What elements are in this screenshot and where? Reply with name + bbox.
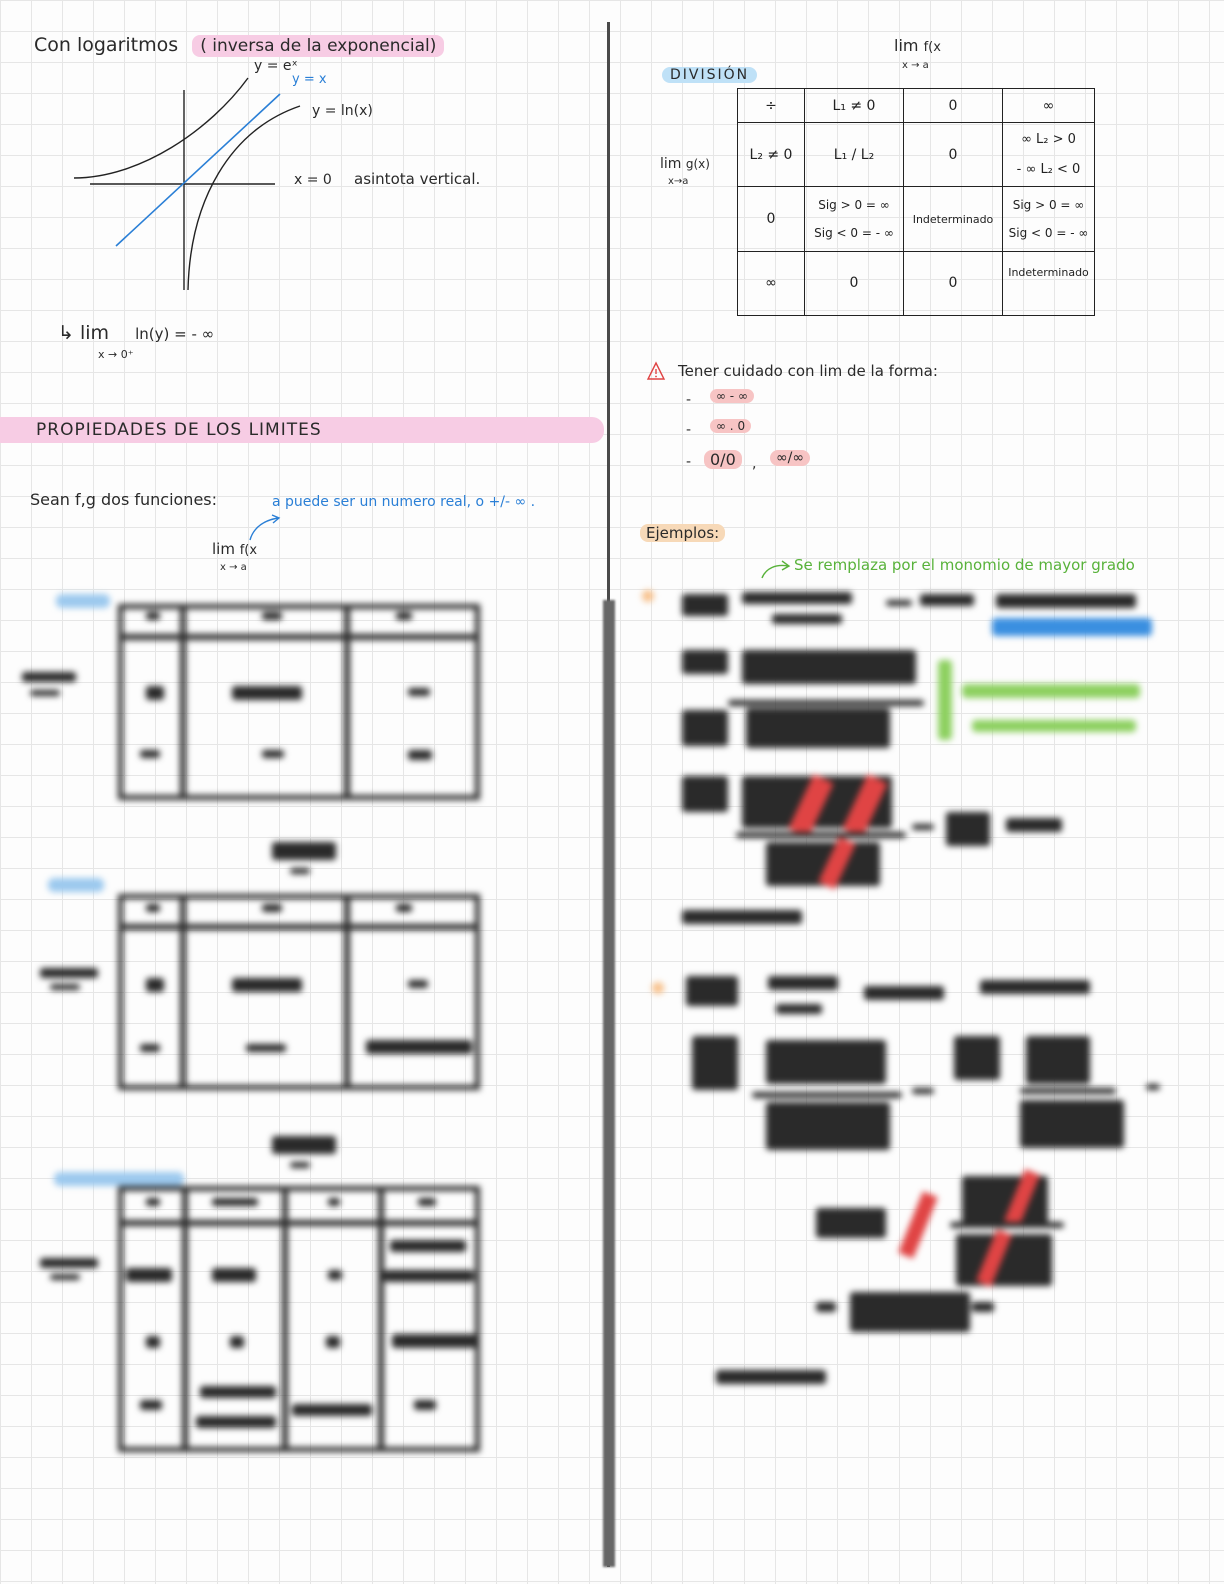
table-cell	[805, 187, 904, 251]
table-row	[738, 251, 1095, 315]
form-comma: ,	[752, 456, 757, 472]
label-asym: x = 0	[294, 172, 332, 188]
limit-arrow: ↳	[58, 322, 74, 344]
blurred-divider	[603, 600, 615, 1567]
graph-exp-curve	[74, 78, 248, 178]
table-cell: Indeterminado	[904, 187, 1003, 251]
lim-gx-g: g(x)	[685, 157, 710, 171]
cell-line: Sig > 0 = ∞	[1012, 198, 1085, 213]
table-cell	[1003, 187, 1095, 251]
label-exp: y = eˣ	[254, 58, 298, 74]
sean-text: Sean f,g dos funciones:	[30, 490, 218, 509]
form-zero-over-zero: 0/0	[704, 450, 742, 469]
label-asym-text: asintota vertical.	[354, 170, 481, 188]
blurred-tables	[0, 590, 604, 1584]
section-title: PROPIEDADES DE LOS LIMITES	[36, 420, 322, 440]
limit-lim: lim	[79, 322, 110, 344]
log-title: Con logaritmos	[34, 34, 179, 56]
lim-fx-top-sub: x → a	[902, 60, 929, 71]
division-table	[737, 88, 1095, 316]
lim-gx	[660, 156, 710, 172]
lim-gx-lim: lim	[660, 156, 682, 172]
note-a: a puede ser un numero real, o +/- ∞ .	[272, 494, 536, 510]
warning-icon	[646, 361, 666, 381]
lim-fx	[212, 540, 257, 558]
lim-fx-sub: x → a	[220, 562, 247, 573]
ejemplos-label: Ejemplos:	[640, 524, 725, 542]
lim-fx-top	[894, 36, 941, 55]
form-inf-times-zero: ∞ . 0	[710, 419, 751, 433]
log-subtitle: ( inversa de la exponencial)	[192, 35, 444, 57]
table-cell: L₂ ≠ 0	[738, 123, 805, 187]
green-arrow	[758, 558, 792, 582]
limit-expr: ln(y) = - ∞	[135, 325, 215, 343]
form-inf-minus-inf: ∞ - ∞	[710, 389, 754, 403]
limit-ln	[58, 322, 214, 344]
table-cell: 0	[904, 123, 1003, 187]
warning-text: Tener cuidado con lim de la forma:	[678, 362, 938, 380]
form-inf-over-inf: ∞/∞	[770, 450, 810, 466]
lim-fx-top-f: f(x	[923, 40, 941, 55]
log-heading	[34, 34, 444, 56]
table-cell: ∞	[1003, 89, 1095, 123]
form-dash: -	[686, 422, 692, 438]
lim-gx-sub: x→a	[668, 176, 689, 187]
note-green: Se remplaza por el monomio de mayor grado	[794, 556, 1135, 574]
table-cell: ∞	[738, 251, 805, 315]
table-cell: 0	[904, 89, 1003, 123]
label-ident: y = x	[292, 72, 327, 87]
table-cell: 0	[805, 251, 904, 315]
table-cell: L₁ ≠ 0	[805, 89, 904, 123]
cell-line: Sig < 0 = - ∞	[814, 226, 894, 241]
blurred-examples	[616, 580, 1224, 1584]
table-cell: 0	[738, 187, 805, 251]
table-cell: ÷	[738, 89, 805, 123]
graph-ln-curve	[188, 106, 300, 290]
cell-line: - ∞ L₂ < 0	[1016, 161, 1081, 177]
cell-line: Sig < 0 = - ∞	[1008, 226, 1089, 241]
table-cell	[1003, 123, 1095, 187]
cell-line: ∞ L₂ > 0	[1021, 131, 1076, 147]
table-row	[738, 89, 1095, 123]
limit-sub: x → 0⁺	[98, 348, 134, 361]
cell-line: Sig > 0 = ∞	[818, 198, 890, 213]
division-label: DIVISIÓN	[662, 67, 757, 83]
table-row	[738, 187, 1095, 251]
table-row	[738, 123, 1095, 187]
form-dash: -	[686, 392, 692, 408]
form-dash: -	[686, 454, 692, 470]
lim-fx-lim: lim	[212, 540, 235, 558]
table-cell: L₁ / L₂	[805, 123, 904, 187]
label-ln: y = ln(x)	[312, 103, 373, 119]
lim-fx-top-lim: lim	[894, 36, 919, 55]
table-cell: Indeterminado	[1003, 251, 1095, 315]
lim-fx-f: f(x	[239, 543, 258, 558]
table-cell: 0	[904, 251, 1003, 315]
